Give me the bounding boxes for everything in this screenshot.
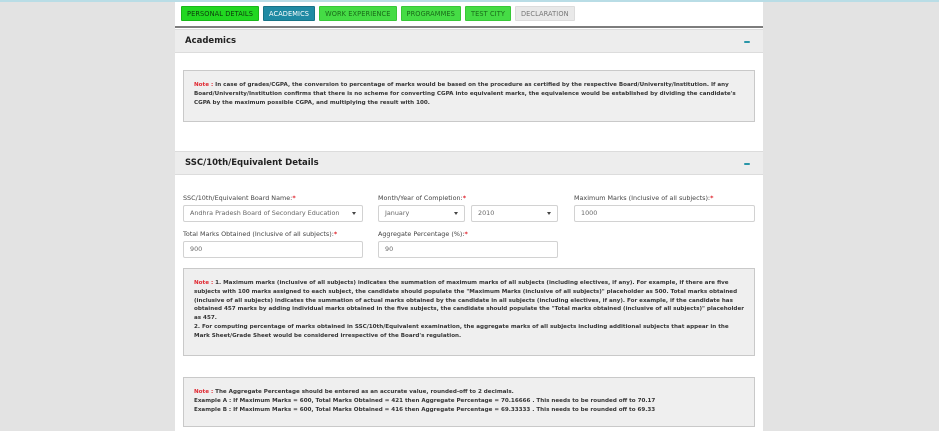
step-tabs [181, 6, 575, 22]
cgpa-note-text: In case of grades/CGPA, the conversion to percentage of marks would be based on the procedure as certified by the respective Board/University/Institution. If any Board/University/Institution confirms that there is no scheme for converting CGPA into equivalent marks, the equivalence would be established by dividing the candidate's CGPA by the maximum possible CGPA, and multiplying the result with 100. [194, 82, 736, 106]
academics-collapse-button[interactable] [741, 37, 753, 47]
academics-panel-header[interactable] [175, 29, 763, 53]
max-marks-input[interactable]: 1000 [574, 205, 755, 222]
marks-note-line2: 2. For computing percentage of marks obtained in SSC/10th/Equivalent examination, the aggregate marks of all subjects including additional subjects that appear in the Mark Sheet/Grade Sheet would be considered irrespective of the Board's regulation. [194, 323, 729, 339]
application-form-page [175, 2, 763, 431]
max-marks-field [574, 194, 755, 222]
tab-test-city[interactable]: TEST CITY [465, 6, 511, 21]
tab-personal-details[interactable]: PERSONAL DETAILS [181, 6, 259, 21]
ssc-panel-header[interactable] [175, 151, 763, 175]
board-name-select[interactable] [183, 205, 363, 222]
completion-year-select[interactable] [471, 205, 558, 222]
marks-note [183, 268, 755, 356]
aggregate-note-line1: The Aggregate Percentage should be entered as an accurate value, rounded-off to 2 decimals. [213, 389, 514, 395]
note-label: Note : [194, 280, 214, 286]
marks-note-line1: 1. Maximum marks (inclusive of all subjects) indicates the summation of maximum marks of all subjects (including electives, if any). For example, if there are five subjects with 100 marks assigned to each subject, the candidate should populate the "Maximum Marks (inclusive of all subjects)" placeholder as 500. Total marks obtained (inclusive of all subjects) indicates the summation of actual marks obtained by the candidate in all subjects (including electives, if any). For example, if the candidate has obtained 457 marks by adding individual marks obtained in the five subjects, the candidate should populate the "Total marks obtained (inclusive of all subjects)" placeholder as 457. [194, 280, 744, 322]
academics-panel-title: Academics [185, 36, 237, 46]
tab-programmes[interactable]: PROGRAMMES [401, 6, 461, 21]
ssc-panel-title: SSC/10th/Equivalent Details [185, 158, 319, 168]
chevron-down-icon [352, 212, 356, 215]
board-name-field [183, 194, 363, 222]
tab-academics[interactable]: ACADEMICS [263, 6, 315, 21]
aggregate-example-a: Example A : If Maximum Marks = 600, Total Marks Obtained = 421 then Aggregate Percentage = 70.16666 . This needs to be rounded off to 70.17 [194, 397, 656, 404]
aggregate-example-b: Example B : If Maximum Marks = 600, Total Marks Obtained = 416 then Aggregate Percentage = 69.33333 . This needs to be rounded off to 69.33 [194, 406, 656, 413]
board-name-label: SSC/10th/Equivalent Board Name:* [183, 194, 296, 202]
year-value: 2010 [478, 209, 495, 217]
total-marks-input[interactable]: 900 [183, 241, 363, 258]
completion-field [378, 194, 558, 222]
chevron-down-icon [454, 212, 458, 215]
aggregate-input[interactable]: 90 [378, 241, 558, 258]
aggregate-label: Aggregate Percentage (%):* [378, 230, 468, 238]
aggregate-note [183, 377, 755, 427]
board-name-value: Andhra Pradesh Board of Secondary Education [190, 209, 340, 217]
month-value: January [385, 209, 410, 217]
minus-icon [744, 41, 750, 43]
cgpa-note [183, 70, 755, 122]
note-label: Note : [194, 389, 214, 395]
aggregate-field [378, 230, 558, 258]
tab-declaration[interactable]: DECLARATION [515, 6, 575, 21]
tab-work-experience[interactable]: WORK EXPERIENCE [319, 6, 396, 21]
chevron-down-icon [547, 212, 551, 215]
total-marks-label: Total Marks Obtained (Inclusive of all subjects):* [183, 230, 338, 238]
minus-icon [744, 163, 750, 165]
completion-month-select[interactable] [378, 205, 465, 222]
completion-label: Month/Year of Completion:* [378, 194, 467, 202]
total-marks-field [183, 230, 363, 258]
max-marks-label: Maximum Marks (Inclusive of all subjects):* [574, 194, 714, 202]
tabs-divider [175, 26, 763, 28]
ssc-collapse-button[interactable] [741, 159, 753, 169]
note-label: Note : [194, 82, 214, 88]
